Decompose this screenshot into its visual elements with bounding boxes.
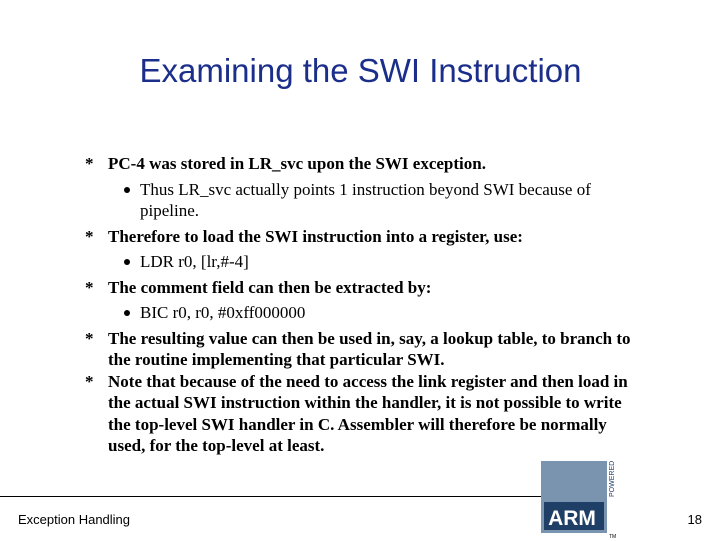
bullet-dot-icon <box>124 187 130 193</box>
footer-section-title: Exception Handling <box>18 512 131 527</box>
bullet-marker: * <box>85 328 94 348</box>
bullet-marker: * <box>85 371 94 391</box>
footer-divider <box>0 496 545 497</box>
bullet-text: The resulting value can then be used in, say, a lookup table, to branch to the routine implementing that particular SWI. <box>108 328 631 369</box>
bullet-dot-icon <box>124 310 130 316</box>
sub-bullet-item <box>82 251 642 273</box>
bullet-text: Therefore to load the SWI instruction into a register, use: <box>108 226 523 246</box>
bullet-marker: * <box>85 277 94 297</box>
bullet-item <box>82 153 642 175</box>
bullet-text: Note that because of the need to access the link register and then load in the actual SWI instruction within the handler, it is not possible to write the top-level SWI handler in C. Assembler will therefore be normally used, for the top-level at least. <box>108 371 628 455</box>
bullet-item <box>82 328 642 371</box>
bullet-list <box>82 153 642 457</box>
bullet-dot-icon <box>124 259 130 265</box>
bullet-item <box>82 277 642 299</box>
sub-bullet-text: Thus LR_svc actually points 1 instruction beyond SWI because of pipeline. <box>140 179 591 220</box>
logo-powered-text: POWERED <box>609 461 616 497</box>
bullet-item <box>82 226 642 248</box>
logo-text: ARM <box>548 507 596 530</box>
logo-tm: TM <box>609 534 617 539</box>
sub-bullet-text: BIC r0, r0, #0xff000000 <box>140 303 306 322</box>
sub-bullet-item <box>82 302 642 324</box>
sub-bullet-item <box>82 179 642 222</box>
slide-title: Examining the SWI Instruction <box>139 52 582 89</box>
bullet-text: PC-4 was stored in LR_svc upon the SWI exception. <box>108 154 486 173</box>
bullet-marker: * <box>85 154 94 173</box>
bullet-text: The comment field can then be extracted by: <box>108 277 432 297</box>
arm-powered-logo <box>541 461 619 539</box>
sub-bullet-text: LDR r0, [lr,#-4] <box>140 252 249 271</box>
bullet-item <box>82 371 642 457</box>
bullet-marker: * <box>85 226 94 246</box>
page-number: 18 <box>687 512 702 527</box>
